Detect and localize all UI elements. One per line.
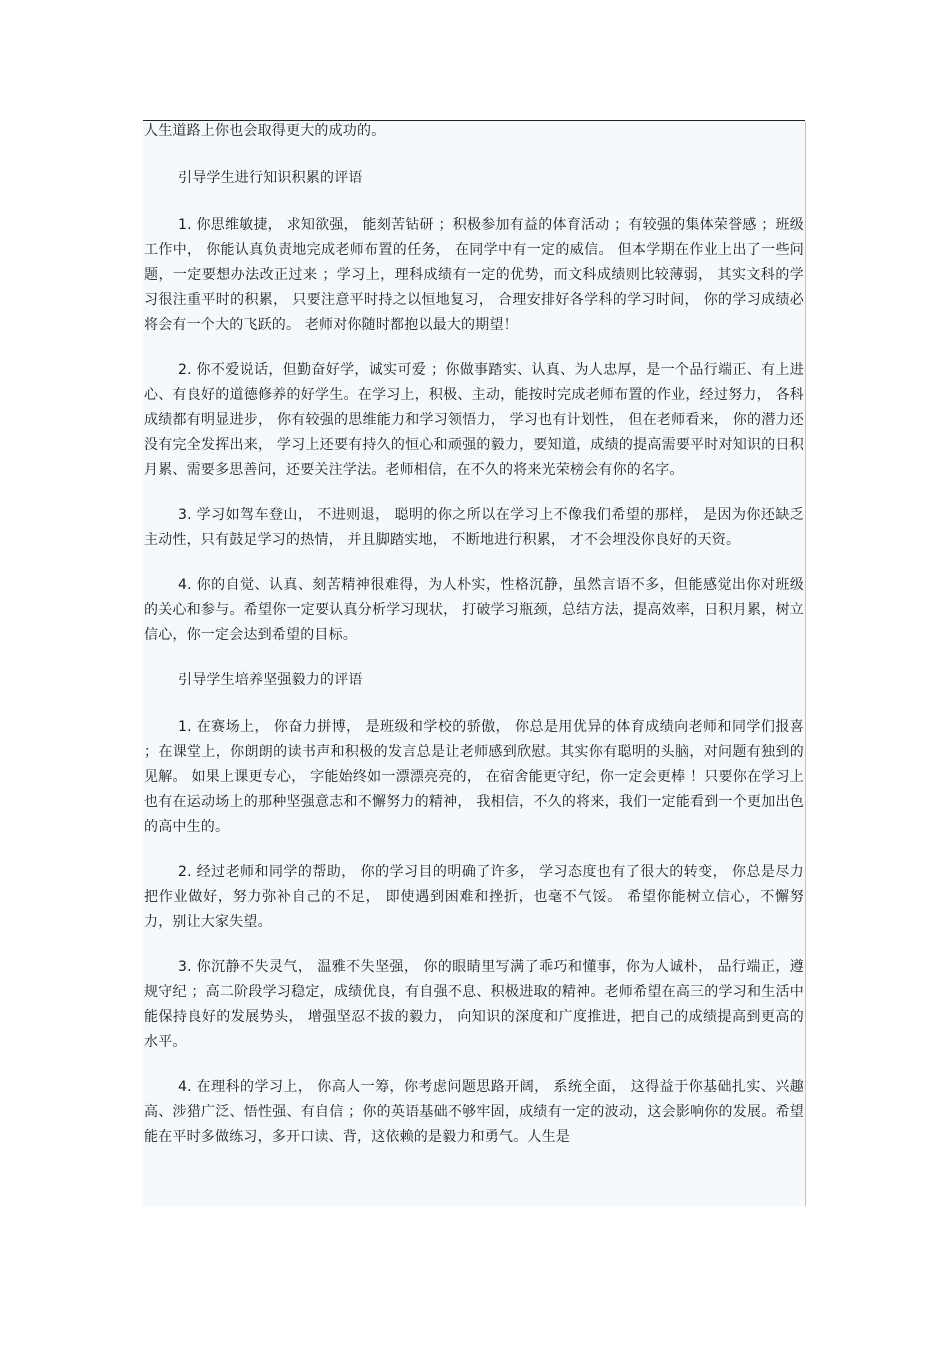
paragraph: 4. 在理科的学习上， 你高人一筹，你考虑问题思路开阔， 系统全面， 这得益于你基础扎实、兴趣高、涉猎广泛、悟性强、有自信 ；你的英语基础不够牢固，成绩有一定的波动，这会影响你的发展。希望能在平时多做练习，多开口读、背，这依赖的是毅力和勇气。人生是 xyxy=(144,1079,804,1145)
section-heading-knowledge: 引导学生进行知识积累的评语 xyxy=(178,170,363,186)
lead-line: 人生道路上你也会取得更大的成功的。 xyxy=(144,123,386,139)
paragraph: 2. 经过老师和同学的帮助， 你的学习目的明确了许多， 学习态度也有了很大的转变， 你总是尽力把作业做好，努力弥补自己的不足， 即使遇到困难和挫折，也毫不气馁。 希望你能树立信心，不懈努力，别让大家失望。 xyxy=(144,864,804,930)
paragraph: 3. 学习如驾车登山， 不进则退， 聪明的你之所以在学习上不像我们希望的那样， 是因为你还缺乏主动性，只有鼓足学习的热情， 并且脚踏实地， 不断地进行积累， 才不会埋没你良好的天资。 xyxy=(144,507,804,548)
section-heading-willpower: 引导学生培养坚强毅力的评语 xyxy=(178,672,363,688)
paragraph: 1. 在赛场上， 你奋力拼博， 是班级和学校的骄傲， 你总是用优异的体育成绩向老师和同学们报喜 ；在课堂上，你朗朗的读书声和积极的发言总是让老师感到欣慰。其实你有聪明的头脑，对问题有独到的见解。 如果上课更专心， 字能始终如一漂漂亮亮的， 在宿舍能更守纪，你一定会更棒 ！只要你在学习上也有在运动场上的那种坚强意志和不懈努力的精神， 我相信，不久的将来，我们一定能看到一个更加出色的高中生的。 xyxy=(144,719,804,835)
document-body xyxy=(144,119,804,1170)
paragraph: 4. 你的自觉、认真、刻苦精神很难得，为人朴实，性格沉静，虽然言语不多，但能感觉出你对班级的关心和参与。希望你一定要认真分析学习现状， 打破学习瓶颈，总结方法，提高效率，日积月累，树立信心，你一定会达到希望的目标。 xyxy=(144,577,804,643)
paragraph: 3. 你沉静不失灵气， 温雅不失坚强， 你的眼睛里写满了乖巧和懂事，你为人诚朴， 品行端正，遵规守纪 ；高二阶段学习稳定，成绩优良，有自强不息、积极进取的精神。老师希望在高三的学习和生活中能保持良好的发展势头， 增强坚忍不拔的毅力， 向知识的深度和广度推进，把自己的成绩提高到更高的水平。 xyxy=(144,959,804,1050)
paragraph: 2. 你不爱说话，但勤奋好学，诚实可爱 ；你做事踏实、认真、为人忠厚，是一个品行端正、有上进心、有良好的道德修养的好学生。在学习上，积极、主动，能按时完成老师布置的作业，经过努力， 各科成绩都有明显进步， 你有较强的思维能力和学习领悟力， 学习也有计划性， 但在老师看来， 你的潜力还没有完全发挥出来， 学习上还要有持久的恒心和顽强的毅力，要知道，成绩的提高需要平时对知识的日积月累、需要多思善问，还要关注学法。老师相信，在不久的将来光荣榜会有你的名字。 xyxy=(144,362,804,478)
paragraph: 1. 你思维敏捷， 求知欲强， 能刻苦钻研 ；积极参加有益的体育活动 ；有较强的集体荣誉感 ；班级工作中， 你能认真负责地完成老师布置的任务， 在同学中有一定的威信。 但本学期在作业上出了一些问题，一定要想办法改正过来 ；学习上，理科成绩有一定的优势，而文科成绩则比较薄弱， 其实文科的学习很注重平时的积累， 只要注意平时持之以恒地复习， 合理安排好各学科的学习时间， 你的学习成绩必将会有一个大的飞跃的。 老师对你随时都抱以最大的期望！ xyxy=(144,217,804,333)
